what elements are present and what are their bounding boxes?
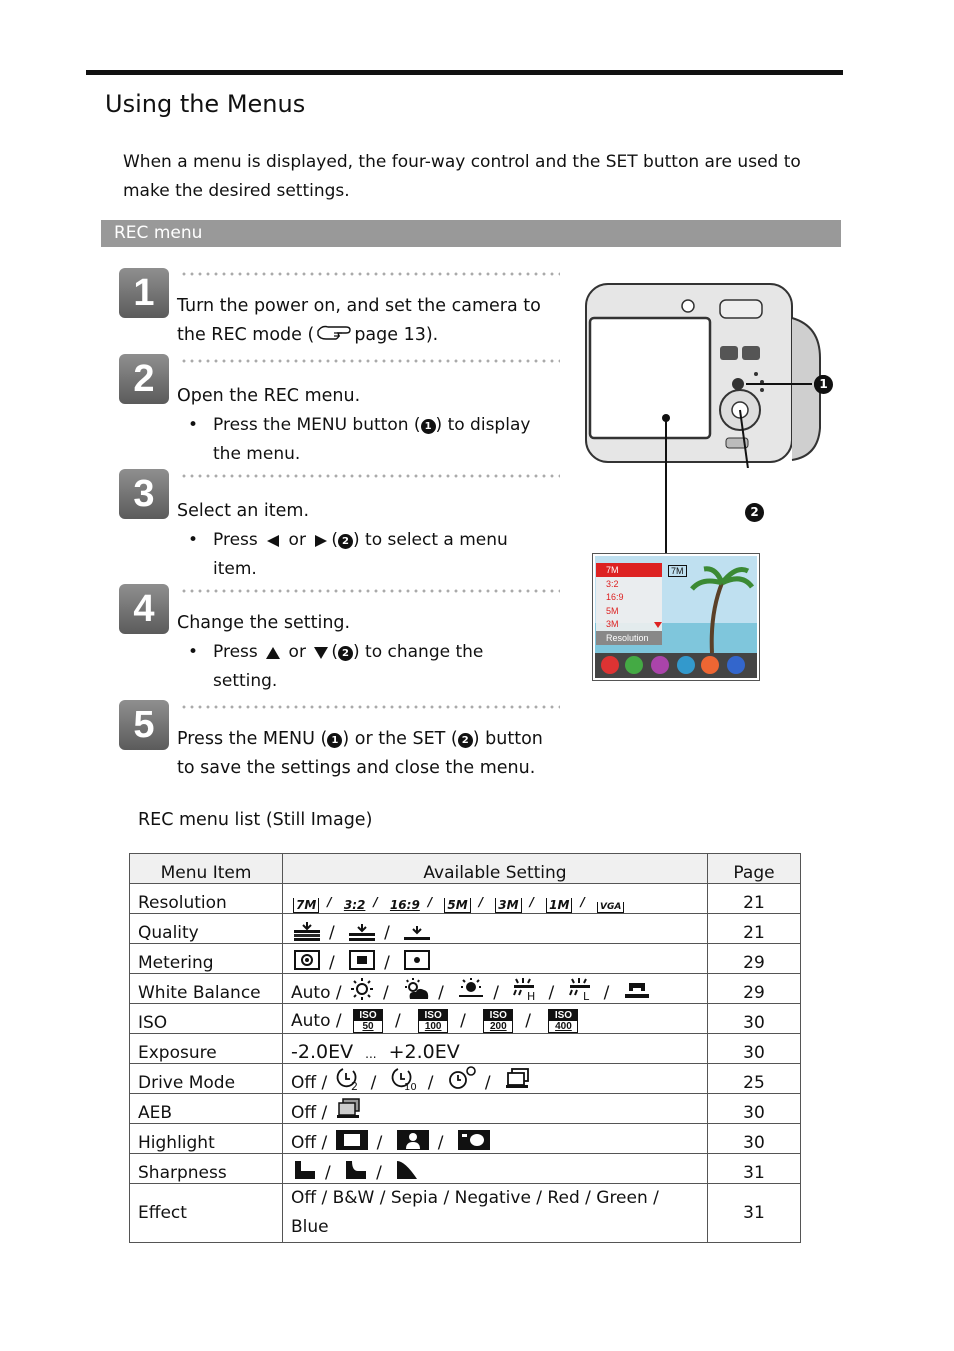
resolution-7m-icon: 7M xyxy=(293,898,319,913)
bullet-dot: • xyxy=(188,530,199,550)
iso-200-icon xyxy=(483,1009,513,1033)
slash: / xyxy=(370,1073,377,1093)
step-4-text: Change the setting. xyxy=(177,613,351,633)
slash: / xyxy=(493,983,500,1003)
iso-400-icon xyxy=(548,1009,578,1033)
slash: / xyxy=(384,953,390,973)
bullet-text: ( xyxy=(331,642,338,662)
self-timer-10s-mark: 10 xyxy=(403,1082,417,1091)
setting-cell xyxy=(283,1004,708,1034)
step-3-bullet xyxy=(188,526,558,584)
bullet-text: or xyxy=(283,530,312,550)
step-1-line2a: the REC mode ( xyxy=(177,325,315,345)
table-row xyxy=(130,1184,801,1243)
table-row xyxy=(130,1154,801,1184)
step-3-text: Select an item. xyxy=(177,501,310,521)
table-row xyxy=(130,1094,801,1124)
step-number-4: 4 xyxy=(119,584,169,634)
bullet-text: setting. xyxy=(213,671,278,691)
slash: / xyxy=(460,1011,466,1031)
iso-50-icon xyxy=(353,1009,383,1033)
col-header-available-setting: Available Setting xyxy=(283,854,708,884)
slash: / xyxy=(427,895,433,909)
table-row xyxy=(130,1124,801,1154)
step-5-text xyxy=(177,725,543,783)
bullet-text: Press the xyxy=(213,415,297,435)
slash: / xyxy=(327,895,332,909)
fluorescent-l-mark: L xyxy=(582,990,589,1001)
step-5-line2: to save the settings and close the menu. xyxy=(177,758,536,778)
menu-item-cell: White Balance xyxy=(130,974,283,1004)
resolution-3-2-icon: 3:2 xyxy=(343,898,366,912)
exposure-ellipsis: ... xyxy=(365,1047,377,1061)
lcd-option: 3:2 xyxy=(606,578,619,589)
bullet-text: item. xyxy=(213,559,257,579)
step-divider xyxy=(180,359,560,363)
step-number-2: 2 xyxy=(119,354,169,404)
page-cell: 30 xyxy=(708,1004,801,1034)
setting-cell xyxy=(283,914,708,944)
bullet-text: or xyxy=(283,642,312,662)
setting-cell xyxy=(283,1034,708,1064)
aeb-off-text: Off / xyxy=(291,1103,328,1123)
slash: / xyxy=(478,895,484,909)
quality-standard-icon xyxy=(348,921,376,941)
leader-line xyxy=(665,468,667,554)
iso-tag: ISO xyxy=(354,1010,382,1021)
quality-economy-icon xyxy=(403,921,431,941)
slash: / xyxy=(580,895,585,909)
right-arrow-icon xyxy=(313,534,329,548)
callout-1-icon: 1 xyxy=(421,419,436,434)
iso-value: 50 xyxy=(362,1021,374,1032)
page-cell: 30 xyxy=(708,1094,801,1124)
bullet-text: ) to change the xyxy=(353,642,484,662)
slash: / xyxy=(603,983,610,1003)
double-timer-icon xyxy=(447,1065,477,1091)
step-1-line2 xyxy=(177,321,541,350)
drive-off-text: Off / xyxy=(291,1073,328,1093)
lcd-label: Resolution xyxy=(606,632,649,643)
top-rule xyxy=(86,70,843,75)
callout-2-icon: 2 xyxy=(338,646,353,661)
effect-options-line1: Off / B&W / Sepia / Negative / Red / Green / xyxy=(291,1188,659,1208)
step-1-text xyxy=(177,292,541,350)
intro-text: When a menu is displayed, the four-way control and the SET button are used to make the desired settings. xyxy=(123,152,801,201)
quality-fine-icon xyxy=(293,921,321,941)
iso-value: 200 xyxy=(489,1021,507,1032)
fluorescent-l-icon xyxy=(568,977,596,1001)
step-divider xyxy=(180,705,560,709)
step-number-3: 3 xyxy=(119,469,169,519)
resolution-5m-icon: 5M xyxy=(444,898,470,913)
callout-1-icon: 1 xyxy=(814,375,833,394)
sharpness-normal-icon xyxy=(344,1159,368,1181)
bullet-text: the menu. xyxy=(213,444,301,464)
step-divider xyxy=(180,589,560,593)
setting-cell xyxy=(283,1064,708,1094)
cloudy-icon xyxy=(402,977,430,1001)
highlight-spot-icon xyxy=(457,1129,491,1151)
setting-cell xyxy=(283,1154,708,1184)
left-arrow-icon xyxy=(265,534,281,548)
slash: / xyxy=(427,1073,434,1093)
highlight-off-text: Off / xyxy=(291,1133,328,1153)
slash: / xyxy=(484,1073,491,1093)
page-cell: 25 xyxy=(708,1064,801,1094)
up-arrow-icon xyxy=(265,646,281,660)
menu-label: MENU xyxy=(296,415,348,435)
table-header-row xyxy=(130,854,801,884)
slash: / xyxy=(383,983,389,1003)
slash: / xyxy=(376,1133,383,1153)
custom-wb-icon xyxy=(623,979,651,1001)
table-row xyxy=(130,884,801,914)
bullet-text: ) to select a menu xyxy=(353,530,508,550)
menu-item-cell: AEB xyxy=(130,1094,283,1124)
table-row xyxy=(130,1034,801,1064)
slash: / xyxy=(548,983,555,1003)
slash: / xyxy=(438,983,444,1003)
lcd-option: 3M xyxy=(606,619,619,629)
slash: / xyxy=(437,1133,444,1153)
bullet-dot: • xyxy=(188,642,199,662)
step-4-bullet xyxy=(188,638,558,696)
iso-100-icon xyxy=(418,1009,448,1033)
menu-item-cell: Sharpness xyxy=(130,1154,283,1184)
highlight-portrait-icon xyxy=(396,1129,430,1151)
table-row xyxy=(130,1064,801,1094)
metering-spot-icon xyxy=(403,949,431,971)
slash: / xyxy=(329,953,335,973)
iso-value: 400 xyxy=(555,1021,572,1032)
daylight-icon xyxy=(349,977,375,1001)
lcd-option-list xyxy=(606,564,649,645)
rec-menu-table xyxy=(129,853,801,1243)
lcd-option: 5M xyxy=(606,605,619,616)
bullet-text: button ( xyxy=(347,415,421,435)
step-divider xyxy=(180,474,560,478)
highlight-frame-icon xyxy=(335,1129,369,1151)
iso-tag: ISO xyxy=(484,1010,512,1021)
iso-tag: ISO xyxy=(549,1010,577,1021)
step-5-text-b: ) or the SET ( xyxy=(342,729,458,749)
menu-item-cell: Resolution xyxy=(130,884,283,914)
pointing-hand-icon xyxy=(316,321,352,343)
slash: / xyxy=(376,1163,382,1183)
slash: / xyxy=(395,1011,401,1031)
page-cell: 29 xyxy=(708,944,801,974)
exposure-min: -2.0EV xyxy=(291,1041,354,1063)
page-cell: 21 xyxy=(708,884,801,914)
step-number-5: 5 xyxy=(119,700,169,750)
menu-item-cell: ISO xyxy=(130,1004,283,1034)
page-cell: 31 xyxy=(708,1154,801,1184)
slash: / xyxy=(373,895,378,909)
lcd-option: 7M xyxy=(606,565,619,575)
page-cell: 31 xyxy=(708,1184,801,1243)
slash: / xyxy=(325,1163,331,1183)
callout-2-icon: 2 xyxy=(745,503,764,522)
lcd-option: 16:9 xyxy=(606,592,624,602)
slash: / xyxy=(529,895,534,909)
bullet-text: ) to display xyxy=(435,415,531,435)
resolution-3m-icon: 3M xyxy=(495,898,521,913)
page-cell: 21 xyxy=(708,914,801,944)
lcd-menu-screenshot xyxy=(592,553,760,681)
fluorescent-h-icon xyxy=(512,977,540,1001)
page-title: Using the Menus xyxy=(105,90,306,118)
table-row xyxy=(130,1004,801,1034)
menu-item-cell: Quality xyxy=(130,914,283,944)
burst-icon xyxy=(504,1067,532,1091)
sharpness-soft-icon xyxy=(395,1159,419,1181)
step-5-line1 xyxy=(177,725,543,754)
step-number-1: 1 xyxy=(119,268,169,318)
wb-auto-text: Auto / xyxy=(291,983,342,1003)
menu-item-cell: Highlight xyxy=(130,1124,283,1154)
camera-illustration xyxy=(580,278,838,468)
slash: / xyxy=(384,923,390,943)
menu-item-cell: Exposure xyxy=(130,1034,283,1064)
setting-cell xyxy=(283,1184,708,1243)
step-1-line1: Turn the power on, and set the camera to xyxy=(177,296,541,316)
slash: / xyxy=(329,923,335,943)
effect-options-line2: Blue xyxy=(291,1217,329,1237)
self-timer-10s-icon xyxy=(390,1065,420,1091)
sharpness-hard-icon xyxy=(293,1159,317,1181)
section-header: REC menu xyxy=(101,220,841,247)
menu-item-cell: Effect xyxy=(130,1184,283,1243)
setting-cell xyxy=(283,1124,708,1154)
step-2-bullet xyxy=(188,411,558,469)
col-header-page: Page xyxy=(708,854,801,884)
callout-1-icon: 1 xyxy=(327,733,342,748)
setting-cell xyxy=(283,1094,708,1124)
metering-center-icon xyxy=(348,949,376,971)
table-row xyxy=(130,914,801,944)
exposure-max: +2.0EV xyxy=(388,1041,460,1063)
bullet-dot: • xyxy=(188,415,199,435)
callout-2-icon: 2 xyxy=(458,733,473,748)
setting-cell xyxy=(283,974,708,1004)
step-2-text: Open the REC menu. xyxy=(177,386,361,406)
down-arrow-icon xyxy=(313,646,329,660)
resolution-vga-icon: VGA xyxy=(597,902,624,913)
step-5-text-a: Press the MENU ( xyxy=(177,729,328,749)
lcd-resolution-badge: 7M xyxy=(668,565,687,577)
iso-auto-text: Auto / xyxy=(291,1011,342,1031)
iso-value: 100 xyxy=(424,1021,442,1032)
resolution-1m-icon: 1M xyxy=(546,898,572,913)
menu-item-cell: Metering xyxy=(130,944,283,974)
bullet-text: Press xyxy=(213,530,264,550)
setting-cell xyxy=(283,944,708,974)
slash: / xyxy=(525,1011,532,1031)
step-5-text-c: ) button xyxy=(472,729,543,749)
menu-item-cell: Drive Mode xyxy=(130,1064,283,1094)
self-timer-2s-icon xyxy=(335,1065,363,1091)
metering-average-icon xyxy=(293,949,321,971)
tungsten-icon xyxy=(457,977,485,1001)
table-row xyxy=(130,944,801,974)
page-cell: 29 xyxy=(708,974,801,1004)
bullet-text: Press xyxy=(213,642,264,662)
col-header-menu-item: Menu Item xyxy=(130,854,283,884)
page-cell: 30 xyxy=(708,1124,801,1154)
aeb-icon xyxy=(335,1097,363,1121)
iso-tag: ISO xyxy=(419,1010,447,1021)
page-cell: 30 xyxy=(708,1034,801,1064)
bullet-text: ( xyxy=(331,530,338,550)
self-timer-2s-mark: 2 xyxy=(350,1080,358,1091)
resolution-16-9-icon: 16:9 xyxy=(389,898,420,912)
setting-cell xyxy=(283,884,708,914)
callout-2-icon: 2 xyxy=(338,534,353,549)
fluorescent-h-mark: H xyxy=(527,990,536,1001)
table-row xyxy=(130,974,801,1004)
table-title: REC menu list (Still Image) xyxy=(138,810,373,830)
step-divider xyxy=(180,272,560,276)
step-1-line2b: page 13). xyxy=(354,325,439,345)
